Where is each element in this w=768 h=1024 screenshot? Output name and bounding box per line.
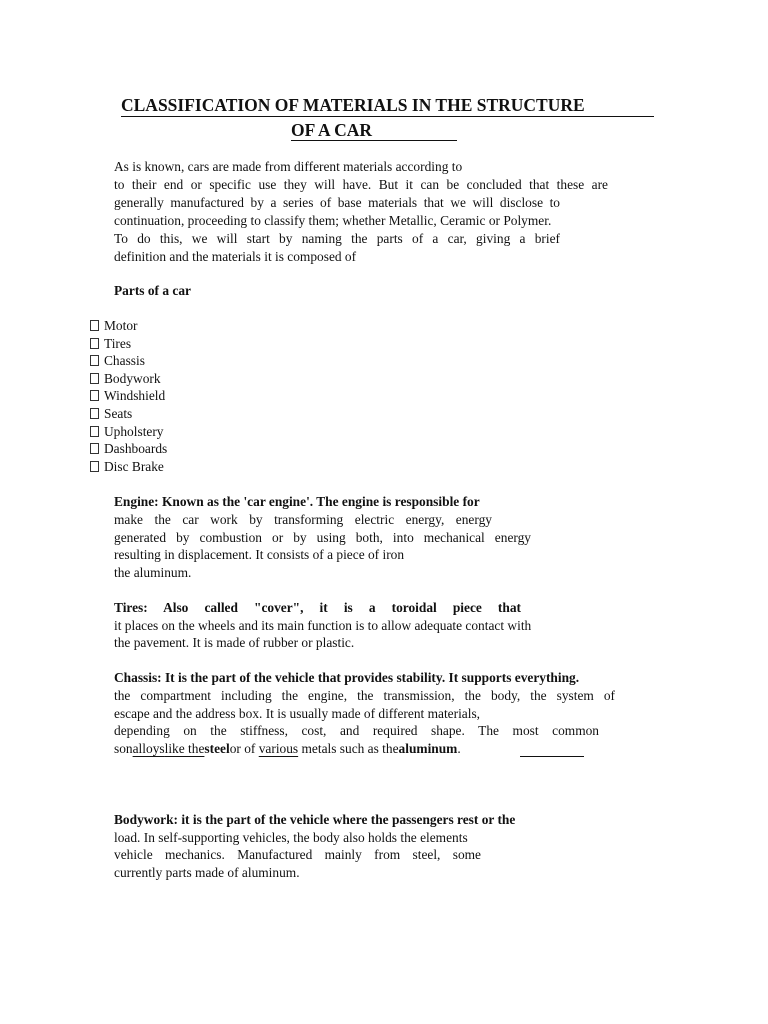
list-item bbox=[90, 441, 167, 457]
checkbox-glyph-icon bbox=[90, 443, 99, 454]
list-item-label: Bodywork bbox=[104, 371, 161, 386]
chassis-text: son bbox=[114, 741, 133, 756]
checkbox-glyph-icon bbox=[90, 408, 99, 419]
engine-line: resulting in displacement. It consists of a piece of iron bbox=[114, 547, 405, 562]
tires-line: it places on the wheels and its main function is to allow adequate contact with bbox=[114, 618, 532, 633]
list-item bbox=[90, 406, 132, 422]
list-item-label: Chassis bbox=[104, 353, 145, 368]
engine-line: generated by combustion or by using both, into mechanical energy bbox=[114, 530, 531, 545]
list-item-label: Disc Brake bbox=[104, 459, 164, 474]
tires-heading: Tires: Also called "cover", it is a toroidal piece that bbox=[114, 600, 521, 615]
checkbox-glyph-icon bbox=[90, 426, 99, 437]
chassis-text-underlined: various bbox=[258, 741, 299, 756]
parts-heading: Parts of a car bbox=[114, 283, 191, 298]
chassis-blank-line bbox=[520, 756, 584, 757]
list-item bbox=[90, 336, 131, 352]
bodywork-line: vehicle mechanics. Manufactured mainly from steel, some bbox=[114, 847, 481, 862]
intro-line: generally manufactured by a series of base materials that we will disclose to bbox=[114, 195, 560, 210]
checkbox-glyph-icon bbox=[90, 338, 99, 349]
list-item bbox=[90, 353, 145, 369]
chassis-heading: Chassis: It is the part of the vehicle that provides stability. It supports everything. bbox=[114, 670, 580, 685]
list-item bbox=[90, 318, 137, 334]
title-underline-1 bbox=[121, 116, 654, 117]
chassis-text: metals such as the bbox=[298, 741, 399, 756]
intro-line: As is known, cars are made from different materials according to bbox=[114, 159, 463, 174]
engine-line: make the car work by transforming electric energy, energy bbox=[114, 512, 492, 527]
checkbox-glyph-icon bbox=[90, 390, 99, 401]
chassis-text-underlined: alloys bbox=[132, 741, 165, 756]
intro-line: to their end or specific use they will have. But it can be concluded that these are bbox=[114, 177, 608, 192]
bodywork-heading: Bodywork: it is the part of the vehicle where the passengers rest or the bbox=[114, 812, 516, 827]
engine-heading: Engine: Known as the 'car engine'. The engine is responsible for bbox=[114, 494, 480, 509]
list-item bbox=[90, 371, 161, 387]
chassis-last-line bbox=[114, 741, 461, 757]
bodywork-line: currently parts made of aluminum. bbox=[114, 865, 300, 880]
list-item-label: Dashboards bbox=[104, 441, 168, 456]
chassis-text-underlined: like the bbox=[164, 741, 205, 756]
list-item bbox=[90, 388, 165, 404]
chassis-line: depending on the stiffness, cost, and required shape. The most common bbox=[114, 723, 599, 738]
intro-line: continuation, proceeding to classify them; whether Metallic, Ceramic or Polymer. bbox=[114, 213, 552, 228]
checkbox-glyph-icon bbox=[90, 320, 99, 331]
tires-line: the pavement. It is made of rubber or plastic. bbox=[114, 635, 355, 650]
engine-line: the aluminum. bbox=[114, 565, 192, 580]
chassis-text: or of bbox=[229, 741, 256, 756]
document-title-line-1: CLASSIFICATION OF MATERIALS IN THE STRUCTURE bbox=[121, 95, 585, 115]
checkbox-glyph-icon bbox=[90, 373, 99, 384]
list-item bbox=[90, 424, 164, 440]
list-item bbox=[90, 459, 164, 475]
list-item-label: Seats bbox=[104, 406, 133, 421]
chassis-text-bold: aluminum bbox=[398, 741, 458, 756]
list-item-label: Tires bbox=[104, 336, 132, 351]
checkbox-glyph-icon bbox=[90, 355, 99, 366]
list-item-label: Motor bbox=[104, 318, 138, 333]
title-underline-2 bbox=[291, 140, 457, 141]
intro-line: definition and the materials it is composed of bbox=[114, 249, 357, 264]
list-item-label: Windshield bbox=[104, 388, 166, 403]
intro-line: To do this, we will start by naming the parts of a car, giving a brief bbox=[114, 231, 560, 246]
chassis-line: escape and the address box. It is usually made of different materials, bbox=[114, 706, 481, 721]
list-item-label: Upholstery bbox=[104, 424, 164, 439]
chassis-text-bold: steel bbox=[204, 741, 230, 756]
bodywork-line: load. In self-supporting vehicles, the body also holds the elements bbox=[114, 830, 468, 845]
document-title-line-2: OF A CAR bbox=[291, 120, 373, 140]
checkbox-glyph-icon bbox=[90, 461, 99, 472]
chassis-text: . bbox=[457, 741, 461, 756]
chassis-line: the compartment including the engine, the transmission, the body, the system of bbox=[114, 688, 615, 703]
